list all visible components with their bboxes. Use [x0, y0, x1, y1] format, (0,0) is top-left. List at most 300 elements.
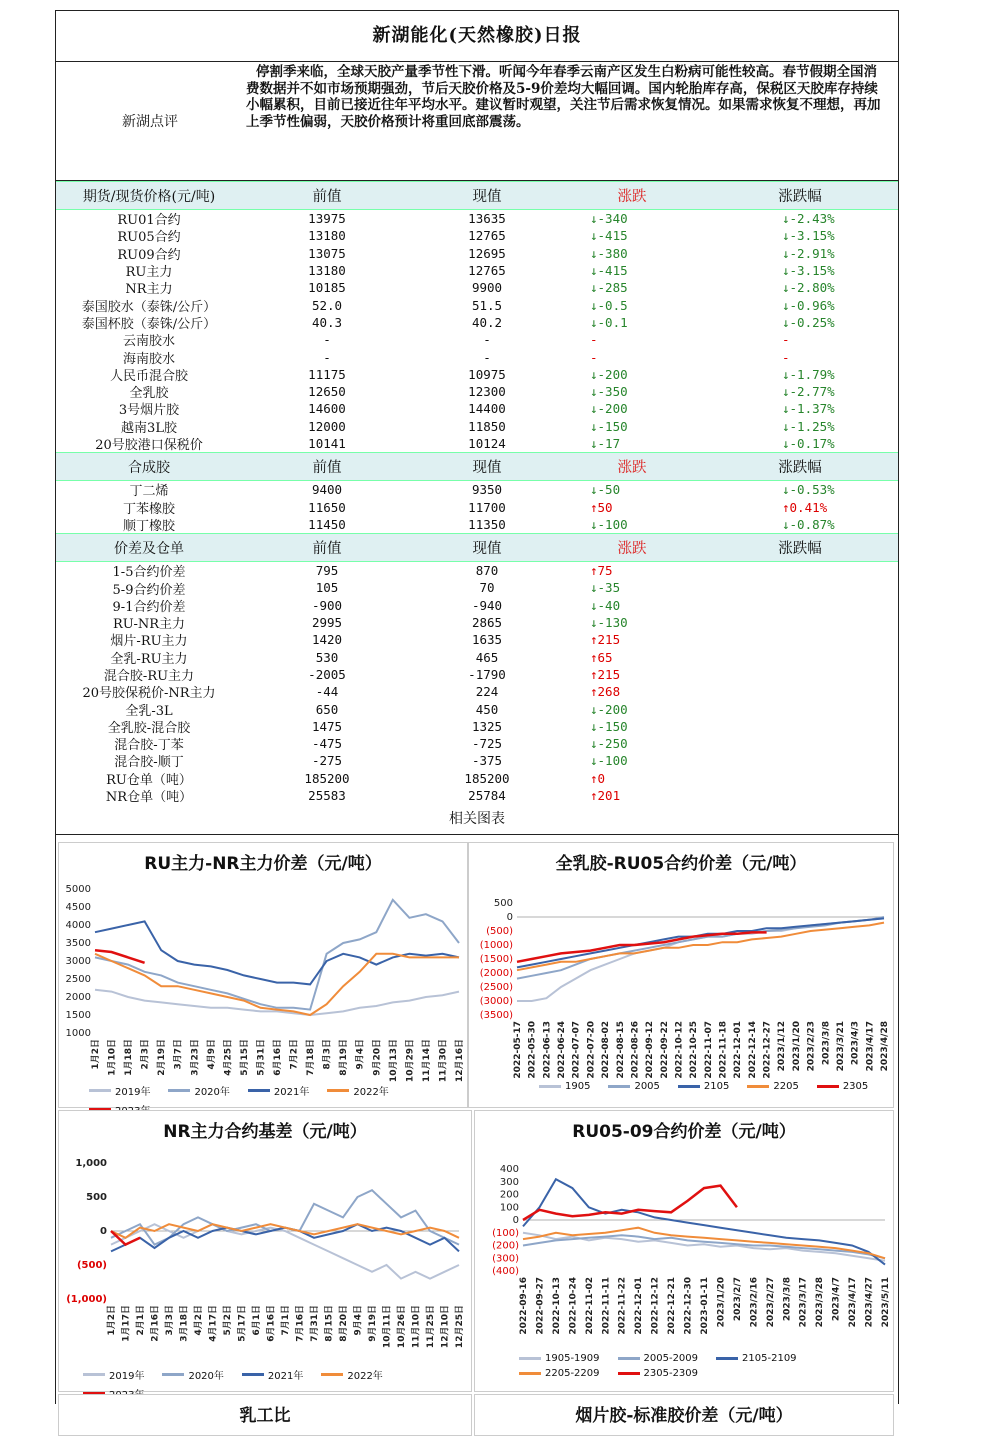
x-tick-label: 2022-10-12: [674, 1021, 685, 1079]
chart-milk-labor-ratio: [58, 1394, 472, 1436]
header-cell: 涨跌: [617, 189, 647, 205]
change: ↑215: [590, 666, 621, 682]
x-tick-label: 2022-12-14: [747, 1021, 758, 1079]
x-tick-label: 7月18日: [306, 1039, 317, 1076]
table-row: [56, 400, 898, 417]
table-row: [56, 787, 898, 804]
x-tick-label: 3月3日: [165, 1305, 175, 1336]
legend-item: [327, 1083, 388, 1098]
prev-value: -44: [315, 684, 339, 700]
table-row: [56, 735, 898, 752]
prev-value: -475: [311, 736, 343, 752]
change: ↓-380: [590, 245, 628, 261]
row-label: RU-NR主力: [112, 617, 186, 633]
curr-value: 185200: [464, 770, 510, 786]
table-row: [56, 700, 898, 717]
table-row: [56, 752, 898, 769]
legend-swatch: [248, 1089, 270, 1092]
chart-title: 全乳胶-RU05合约价差（元/吨）: [555, 854, 807, 874]
prev-value: 530: [315, 649, 339, 665]
curr-value: 70: [479, 580, 495, 596]
legend-swatch: [162, 1373, 184, 1376]
prev-value: -900: [311, 597, 343, 613]
chart-svg: [475, 1111, 893, 1391]
y-tick-label: (3000): [479, 996, 513, 1007]
table-row: [56, 579, 898, 596]
y-tick-label: (500): [486, 926, 513, 937]
legend-item: [321, 1367, 382, 1382]
table-row: [56, 279, 898, 296]
change-pct: -: [782, 349, 790, 365]
x-tick-label: 11月14日: [421, 1039, 432, 1083]
section-header: [56, 533, 898, 562]
x-tick-label: 6月16日: [273, 1039, 283, 1076]
x-tick-label: 10月29日: [405, 1039, 416, 1083]
legend-swatch: [321, 1373, 343, 1376]
x-tick-label: 2月3日: [140, 1039, 151, 1070]
prev-value: 650: [315, 701, 339, 717]
header-cell: 现值: [472, 541, 502, 558]
x-tick-label: 2022-11-02: [584, 1277, 595, 1335]
x-tick-label: 2022-10-25: [689, 1021, 700, 1079]
x-tick-label: 2022-09-27: [535, 1277, 546, 1335]
y-tick-label: (500): [76, 1260, 107, 1271]
legend-swatch: [678, 1085, 700, 1088]
x-tick-label: 6月16日: [266, 1305, 277, 1342]
comment-block: [56, 62, 898, 181]
x-tick-label: 4月2日: [194, 1305, 204, 1336]
change: ↑215: [590, 632, 621, 648]
curr-value: 224: [475, 684, 499, 700]
x-tick-label: 2023/4/7: [831, 1277, 842, 1322]
comment-label: 新湖点评: [122, 114, 178, 130]
x-tick-label: 10月26日: [397, 1305, 407, 1349]
series-line: [517, 917, 884, 979]
change-pct: ↓-1.25%: [782, 418, 835, 434]
y-tick-label: (300): [492, 1253, 519, 1265]
x-tick-label: 7月31日: [310, 1305, 320, 1342]
change: ↑201: [590, 788, 621, 804]
y-tick-label: (2000): [479, 968, 513, 979]
x-tick-label: 2022-06-13: [542, 1021, 553, 1079]
row-label: 烟片-RU主力: [110, 634, 188, 650]
x-tick-label: 2022-07-07: [571, 1021, 582, 1079]
x-tick-label: 2023/4/27: [864, 1277, 875, 1328]
x-tick-label: 9月19日: [368, 1305, 378, 1342]
x-tick-label: 2022-12-12: [650, 1277, 661, 1335]
legend-swatch: [747, 1085, 769, 1088]
row-label: 1-5合约价差: [112, 565, 186, 581]
header-cell: 前值: [312, 541, 342, 558]
curr-value: 25784: [468, 788, 506, 804]
x-tick-label: 12月16日: [455, 1039, 465, 1083]
x-tick-label: 11月25日: [426, 1305, 436, 1349]
row-label: 全乳-3L: [125, 703, 173, 719]
change-pct: ↓-0.96%: [782, 297, 835, 313]
x-tick-label: 2022-12-27: [762, 1021, 773, 1079]
x-tick-label: 1月2日: [107, 1305, 117, 1336]
curr-value: 450: [475, 701, 499, 717]
y-tick-label: 3000: [65, 956, 91, 967]
x-tick-label: 2022-12-30: [683, 1277, 694, 1335]
change-pct: ↑0.41%: [782, 499, 828, 515]
change: ↑50: [590, 499, 613, 515]
change: ↓-17: [590, 436, 621, 451]
y-tick-label: 3500: [65, 938, 91, 949]
prev-value: 185200: [304, 770, 350, 786]
x-tick-label: 2022-10-13: [551, 1277, 562, 1335]
chart-fullmilk-ru05-spread: [468, 842, 894, 1108]
legend-swatch: [618, 1372, 640, 1375]
change: -: [590, 332, 598, 348]
curr-value: 51.5: [471, 297, 503, 313]
x-tick-label: 4月17日: [208, 1305, 219, 1342]
row-label: 海南胶水: [122, 351, 175, 367]
change: ↓-285: [590, 280, 628, 296]
legend-label: 2020年: [194, 1087, 230, 1098]
x-tick-label: 2022-09-22: [659, 1021, 670, 1079]
legend-item: [519, 1368, 600, 1379]
chart-title: NR主力合约基差（元/吨）: [163, 1122, 367, 1142]
y-tick-label: (2500): [479, 982, 513, 993]
y-tick-label: 500: [86, 1192, 107, 1203]
chart-title: 乳工比: [239, 1406, 291, 1426]
row-label: 9-1合约价差: [112, 599, 186, 615]
x-tick-label: 2月16日: [150, 1305, 161, 1342]
table-row: [56, 348, 898, 365]
x-tick-label: 3月23日: [190, 1039, 201, 1076]
header-cell: 涨跌幅: [778, 541, 822, 558]
x-tick-label: 2023/5/11: [881, 1277, 891, 1328]
section-header: [56, 181, 898, 210]
prev-value: 13975: [308, 211, 346, 227]
x-tick-label: 8月20日: [339, 1305, 349, 1342]
change-pct: ↓-0.17%: [782, 436, 835, 451]
x-tick-label: 2023/1/20: [791, 1021, 802, 1072]
row-label: NR主力: [125, 282, 173, 298]
row-label: 3号烟片胶: [118, 403, 180, 419]
change: ↓-0.1: [590, 314, 628, 330]
x-tick-label: 5月31日: [256, 1039, 267, 1076]
change-pct: ↓-0.25%: [782, 314, 835, 330]
change: ↓-415: [590, 263, 628, 279]
change-pct: ↓-3.15%: [782, 228, 835, 244]
curr-value: 465: [475, 649, 499, 665]
table-row: [56, 649, 898, 666]
chart-svg: [59, 843, 467, 1107]
legend-label: 2019年: [109, 1371, 145, 1382]
prev-value: 1420: [311, 632, 343, 648]
row-label: 泰国杯胶（泰铢/公斤）: [81, 316, 217, 332]
chart-title: RU05-09合约价差（元/吨）: [572, 1122, 796, 1142]
row-label: 丁苯橡胶: [122, 501, 175, 517]
header-cell: 前值: [312, 189, 342, 205]
table-row: [56, 262, 898, 279]
x-tick-label: 11月30日: [438, 1039, 449, 1083]
legend-swatch: [327, 1089, 349, 1092]
change: ↓-40: [590, 597, 621, 613]
change: ↓-150: [590, 718, 628, 734]
legend-item: [817, 1081, 868, 1092]
prev-value: 40.3: [311, 314, 343, 330]
change-pct: ↓-1.79%: [782, 366, 835, 382]
series-line: [95, 954, 459, 1015]
chart-ru05-09-spread: [474, 1110, 894, 1392]
curr-value: -375: [471, 753, 503, 769]
y-tick-label: 500: [493, 898, 513, 909]
x-tick-label: 2022-08-15: [615, 1021, 626, 1079]
table-row: [56, 516, 898, 533]
change: ↓-130: [590, 615, 628, 631]
change: ↑268: [590, 684, 621, 700]
table-row: [56, 331, 898, 348]
related-charts-label: 相关图表: [56, 804, 898, 835]
y-tick-label: 1500: [65, 1010, 91, 1021]
legend-item: [618, 1368, 699, 1379]
header-cell: 合成胶: [128, 459, 170, 476]
legend-swatch: [817, 1085, 839, 1088]
legend-label: 2105-2109: [742, 1353, 797, 1364]
prev-value: 25583: [308, 788, 346, 804]
legend-swatch: [519, 1372, 541, 1375]
change-pct: ↓-2.77%: [782, 384, 835, 400]
row-label: 混合胶-丁苯: [114, 738, 184, 754]
header-cell: 涨跌: [617, 541, 647, 558]
prev-value: -2005: [308, 666, 346, 682]
legend-swatch: [519, 1357, 541, 1360]
y-tick-label: 4500: [65, 902, 91, 913]
prev-value: -: [323, 349, 331, 365]
change: ↓-35: [590, 580, 621, 596]
change-pct: ↓-0.53%: [782, 482, 835, 498]
x-tick-label: 5月17日: [237, 1305, 248, 1342]
legend-label: 2305: [842, 1081, 869, 1092]
prev-value: 11450: [308, 516, 346, 532]
table-row: [56, 210, 898, 227]
table-row: [56, 383, 898, 400]
series-line: [111, 1190, 459, 1244]
change-pct: ↓-1.37%: [782, 401, 835, 417]
x-tick-label: 2022-05-17: [513, 1021, 523, 1079]
x-tick-label: 2022-06-24: [557, 1021, 568, 1079]
chart-rss-tsr-spread: [474, 1394, 894, 1436]
table-row: [56, 718, 898, 735]
x-tick-label: 2月19日: [157, 1039, 168, 1076]
legend-item: [539, 1081, 590, 1092]
y-tick-label: 300: [499, 1176, 519, 1188]
series-line: [523, 1186, 737, 1220]
x-tick-label: 2022-12-01: [634, 1277, 645, 1335]
x-tick-label: 2022-09-16: [519, 1277, 529, 1335]
x-tick-label: 2023/2/7: [732, 1277, 743, 1322]
chart-title: RU主力-NR主力价差（元/吨）: [144, 854, 382, 874]
comment-text: 停割季来临，全球天胶产量季节性下滑。听闻今年春季云南产区发生白粉病可能性较高。春节假期全国消费数据并不如市场预期强劲，节后天胶价格及5-9价差均大幅回调。国内轮胎库存高，保税区天胶库存持续小幅累积，目前已接近往年平均水平。建议暂时观望，关注节后需求恢复情况。如果需求恢复不理想，再加上季节性偏弱，天胶价格预计将重回底部震荡。: [246, 64, 881, 130]
legend-swatch: [608, 1085, 630, 1088]
x-tick-label: 2023/4/28: [880, 1021, 890, 1072]
legend-item: [83, 1367, 144, 1382]
y-tick-label: (100): [492, 1227, 519, 1239]
legend-swatch: [89, 1089, 111, 1092]
change: ↓-50: [590, 482, 621, 498]
curr-value: 12765: [468, 228, 506, 244]
curr-value: 9350: [471, 482, 503, 498]
x-tick-label: 8月19日: [339, 1039, 350, 1076]
prev-value: 1475: [311, 718, 343, 734]
prev-value: 52.0: [311, 297, 343, 313]
report-page: [55, 10, 899, 1426]
y-tick-label: 0: [512, 1215, 519, 1226]
legend-item: [89, 1083, 150, 1098]
change: ↓-200: [590, 366, 628, 382]
x-tick-label: 5月2日: [223, 1305, 233, 1336]
legend-label: 2021年: [267, 1371, 304, 1382]
x-tick-label: 2023/2/27: [765, 1277, 776, 1328]
prev-value: -: [323, 332, 331, 348]
curr-value: 40.2: [471, 314, 503, 330]
y-tick-label: 1,000: [75, 1158, 107, 1169]
prev-value: 105: [315, 580, 339, 596]
legend-label: 2020年: [188, 1371, 224, 1382]
x-tick-label: 2023-01-11: [700, 1277, 710, 1335]
curr-value: 12765: [468, 263, 506, 279]
legend-swatch: [618, 1357, 640, 1360]
change: -: [590, 349, 598, 365]
header-cell: 涨跌幅: [778, 460, 822, 477]
x-tick-label: 2023/3/21: [835, 1021, 846, 1072]
row-label: RU05合约: [117, 230, 181, 246]
x-tick-label: 2023/4/17: [865, 1021, 876, 1072]
x-tick-label: 2月1日: [136, 1305, 146, 1336]
series-line: [95, 921, 459, 984]
change: ↓-415: [590, 228, 628, 244]
x-tick-label: 2022-11-11: [601, 1277, 612, 1335]
header-cell: 现值: [472, 189, 502, 205]
legend-label: 2005: [634, 1081, 660, 1092]
change: ↑65: [590, 649, 613, 665]
change-pct: ↓-3.15%: [782, 263, 835, 279]
y-tick-label: 200: [499, 1189, 519, 1201]
series-line: [95, 990, 459, 1015]
price-tables: [56, 181, 898, 804]
legend-item: [716, 1353, 797, 1364]
prev-value: 10141: [308, 436, 346, 451]
prev-value: 9400: [311, 482, 343, 498]
x-tick-label: 2022-08-02: [601, 1021, 612, 1079]
change: ↓-100: [590, 753, 628, 769]
legend-label: 2305-2309: [643, 1368, 699, 1379]
x-tick-label: 1月2日: [91, 1039, 101, 1070]
y-tick-label: 0: [100, 1226, 107, 1237]
y-tick-label: 100: [499, 1202, 519, 1214]
report-title: 新湖能化(天然橡胶)日报: [56, 11, 898, 62]
change-pct: -: [782, 332, 790, 348]
change-pct: ↓-0.87%: [782, 516, 835, 532]
chart-legend: [539, 1081, 883, 1092]
y-tick-label: (3500): [479, 1010, 513, 1021]
table-row: [56, 666, 898, 683]
legend-item: [168, 1083, 229, 1098]
curr-value: 11850: [468, 418, 506, 434]
x-tick-label: 7月2日: [289, 1039, 300, 1070]
prev-value: -275: [311, 753, 343, 769]
y-tick-label: 2000: [65, 992, 91, 1003]
legend-label: 1905-1909: [545, 1353, 600, 1364]
y-tick-label: 5000: [65, 884, 91, 895]
row-label: 泰国胶水（泰铢/公斤）: [81, 299, 217, 315]
curr-value: 11350: [468, 516, 506, 532]
header-cell: 现值: [472, 460, 502, 477]
curr-value: 11700: [468, 499, 506, 515]
table-row: [56, 614, 898, 631]
legend-item: [747, 1081, 798, 1092]
row-label: 丁二烯: [129, 484, 169, 500]
series-line: [523, 1179, 885, 1264]
row-label: 云南胶水: [122, 334, 175, 350]
curr-value: 10124: [468, 436, 506, 451]
row-label: RU01合约: [117, 213, 181, 229]
x-tick-label: 1月10日: [107, 1039, 118, 1076]
chart-nr-basis: [58, 1110, 472, 1392]
legend-label: 1905: [565, 1081, 591, 1092]
change: ↑75: [590, 563, 613, 579]
row-label: 全乳-RU主力: [110, 651, 188, 667]
x-tick-label: 2023/4/17: [848, 1277, 859, 1328]
header-cell: 前值: [312, 460, 342, 477]
header-cell: 涨跌: [617, 460, 647, 477]
row-label: RU09合约: [117, 247, 181, 263]
x-tick-label: 2023/3/17: [798, 1277, 809, 1328]
row-label: 越南3L胶: [121, 420, 177, 436]
change: ↓-200: [590, 401, 628, 417]
legend-label: 2005-2009: [643, 1353, 699, 1364]
legend-swatch: [168, 1089, 190, 1092]
x-tick-label: 3月18日: [179, 1305, 190, 1342]
curr-value: -: [483, 349, 491, 365]
x-tick-label: 12月10日: [440, 1305, 451, 1349]
x-tick-label: 9月20日: [372, 1039, 383, 1076]
row-label: 全乳胶: [129, 386, 169, 402]
header-cell: 价差及仓单: [114, 540, 184, 557]
prev-value: 12000: [308, 418, 346, 434]
x-tick-label: 10月11日: [382, 1305, 393, 1349]
x-tick-label: 2023/2/16: [749, 1277, 760, 1328]
change: ↓-100: [590, 516, 628, 532]
prev-value: 13180: [308, 263, 346, 279]
x-tick-label: 2022-10-24: [568, 1277, 579, 1335]
change: ↓-150: [590, 418, 628, 434]
table-row: [56, 683, 898, 700]
x-tick-label: 2023/4/3: [850, 1021, 861, 1066]
x-tick-label: 2022-07-20: [586, 1021, 597, 1079]
legend-swatch: [83, 1373, 105, 1376]
change-pct: ↓-2.80%: [782, 280, 835, 296]
table-row: [56, 314, 898, 331]
change: ↓-350: [590, 384, 628, 400]
series-line: [517, 918, 884, 967]
legend-item: [162, 1367, 223, 1382]
x-tick-label: 2022-12-01: [733, 1021, 744, 1079]
curr-value: 1635: [471, 632, 503, 648]
curr-value: 9900: [471, 280, 503, 296]
chart-ru-nr-spread: [58, 842, 468, 1108]
curr-value: -725: [471, 736, 503, 752]
curr-value: 870: [475, 563, 499, 579]
table-row: [56, 498, 898, 515]
x-tick-label: 12月25日: [455, 1305, 465, 1349]
x-tick-label: 4月25日: [223, 1039, 234, 1076]
x-tick-label: 2022-11-22: [617, 1277, 628, 1335]
x-tick-label: 9月4日: [355, 1039, 366, 1070]
